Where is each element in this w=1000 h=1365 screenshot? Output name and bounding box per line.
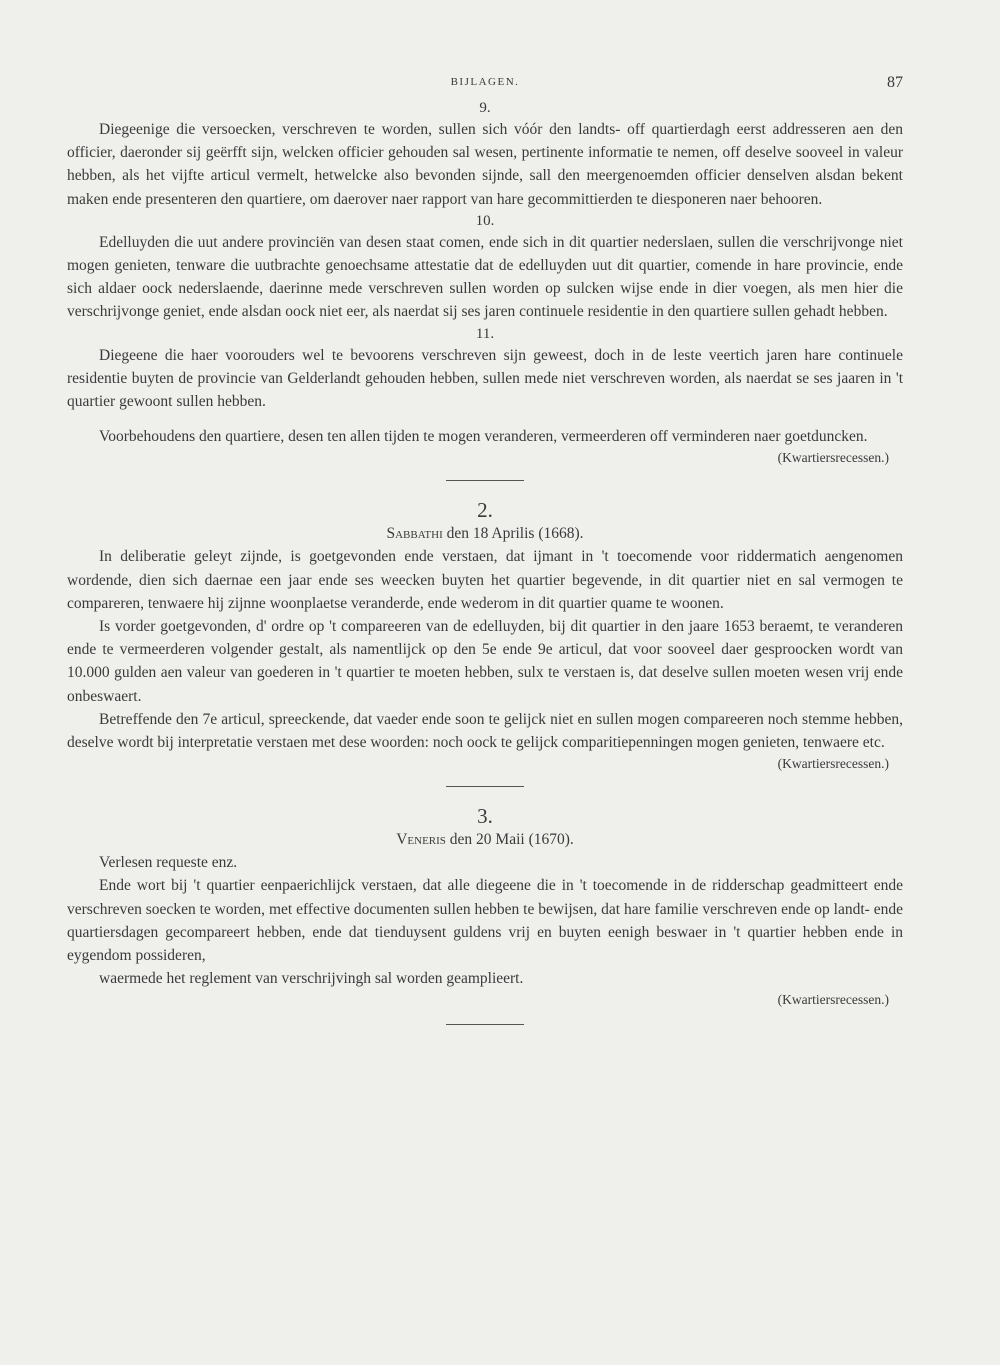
- section-2-paragraph-2: Is vorder goetgevonden, d' ordre op 't compareeren van de edelluyden, bij dit quartier in den jaare 1653 beraemt, te veranderen ende te vermeerderen volgender gestalt, als namentlijck op den 5e ende 9e articul, dat voor sooveel daer gesproocken wordt van 10.000 gulden aen valeur van goederen in 't quartier te moeten hebben, sulx te verstaen is, dat deselve sullen moeten wesen vrij ende onbeswaert.: [67, 618, 903, 705]
- section-2-paragraph-3: Betreffende den 7e articul, spreeckende, dat vaeder ende soon te gelijck niet en sullen mogen compareeren noch stemme hebben, deselve wordt bij interpretatie verstaen met dese woorden: noch oock te gelijck comparitiepenningen mogen genieten, tenwaere etc.: [67, 710, 903, 752]
- source-citation: (Kwartiersrecessen.): [777, 992, 889, 1008]
- section-3-paragraph-2: Ende wort bij 't quartier eenpaerichlijck verstaen, dat alle diegeene die in 't toecomende in de ridderschap geadmitteert ende verschreven soecken te worden, met effective documenten sullen hebben te bewijsen, dat hare familie verschreven ende op landt- ende quartiersdagen gecompareert hebben, ende dat tienduysent guldens vrij en buyten eenigh beswaer in 't quartier hebben ende in eygendom possideren,: [67, 877, 903, 965]
- dateline-day: Sabbathi: [386, 525, 443, 543]
- article-number-9: 9.: [479, 100, 491, 116]
- page-header: [67, 70, 903, 98]
- article-10-text: Edelluyden die uut andere provinciën van desen staat comen, ende sich in dit quartier nederslaen, sullen die verschrijvonge niet mogen genieten, tenware die uutbrachte genoechsame attestatie dat de edelluyden uut dit quartier, comende in hare provincie, ende sich aldaer oock nederslaende, daerinne mede verschreven sullen worden op sulcken wijse ende in dier voegen, als men hier die verschrijvonge geniet, ende alsdan oock niet eer, als naerdat sij ses jaren continuele residentie in den quartiere sullen gehadt hebben.: [67, 233, 903, 321]
- document-number-3: 3.: [477, 804, 493, 829]
- document-number-2: 2.: [477, 498, 493, 523]
- section-3-paragraph-3: waermede het reglement van verschrijvingh sal worden geamplieert.: [99, 970, 524, 988]
- section-3-paragraph-1: Verlesen requeste enz.: [99, 854, 238, 872]
- dateline-2: [67, 523, 903, 545]
- dateline-day: Veneris: [396, 831, 446, 849]
- section-divider: [446, 1024, 524, 1025]
- dateline-date: den 20 Maii (1670).: [445, 831, 574, 849]
- article-number-11: 11.: [475, 325, 495, 342]
- section-3: [67, 803, 903, 1010]
- running-head: BIJLAGEN.: [450, 76, 520, 88]
- closing-paragraph: Voorbehoudens den quartiere, desen ten allen tijden te mogen veranderen, vermeerderen off verminderen naer goetduncken.: [99, 428, 868, 446]
- document-page: [67, 70, 903, 1025]
- source-citation: (Kwartiersrecessen.): [777, 756, 889, 772]
- article-number-10: 10.: [475, 212, 495, 229]
- section-2-paragraph-1: In deliberatie geleyt zijnde, is goetgevonden ende verstaen, dat ijmant in 't toecomende voor riddermatich aengenomen wordende, dien sich daernae een jaar ende ses weecken buyten het quartier begevende, in dit quartier niet en sal vermogen te compareren, tenwaere hij zijnne woonplaetse veranderde, ende wederom in dit quartier quame te woonen.: [67, 548, 903, 612]
- article-9-text: Diegeenige die versoecken, verschreven te worden, sullen sich vóór den landts- off quartierdagh eerst addresseren aen den officier, daeronder sij geërfft sijn, welcken officier gehouden sal wesen, pertinente informatie te nemen, off deselve sooveel in valeur hebben, als het vijfte articul vermelt, hetwelcke also bevonden sijnde, sall den meergenoemden officier denselven alsdan bekent maken ende presenteren den quartiere, om daerover naer rapport van hare gecommittierden te diesponeren naer behooren.: [67, 121, 903, 208]
- source-citation: (Kwartiersrecessen.): [777, 450, 889, 466]
- section-2: [67, 497, 903, 774]
- section-1: [67, 98, 903, 468]
- dateline-date: den 18 Aprilis (1668).: [442, 525, 584, 543]
- page-number: 87: [887, 74, 903, 91]
- article-11-text: Diegeene die haer voorouders wel te bevoorens verschreven sijn geweest, doch in de leste veertich jaren hare continuele residentie buyten de provincie van Gelderlandt gehouden hebben, sullen mede niet verschreven worden, als naerdat se ses jaaren in 't quartier gewoont sullen hebben.: [67, 346, 903, 411]
- dateline-3: [67, 829, 903, 851]
